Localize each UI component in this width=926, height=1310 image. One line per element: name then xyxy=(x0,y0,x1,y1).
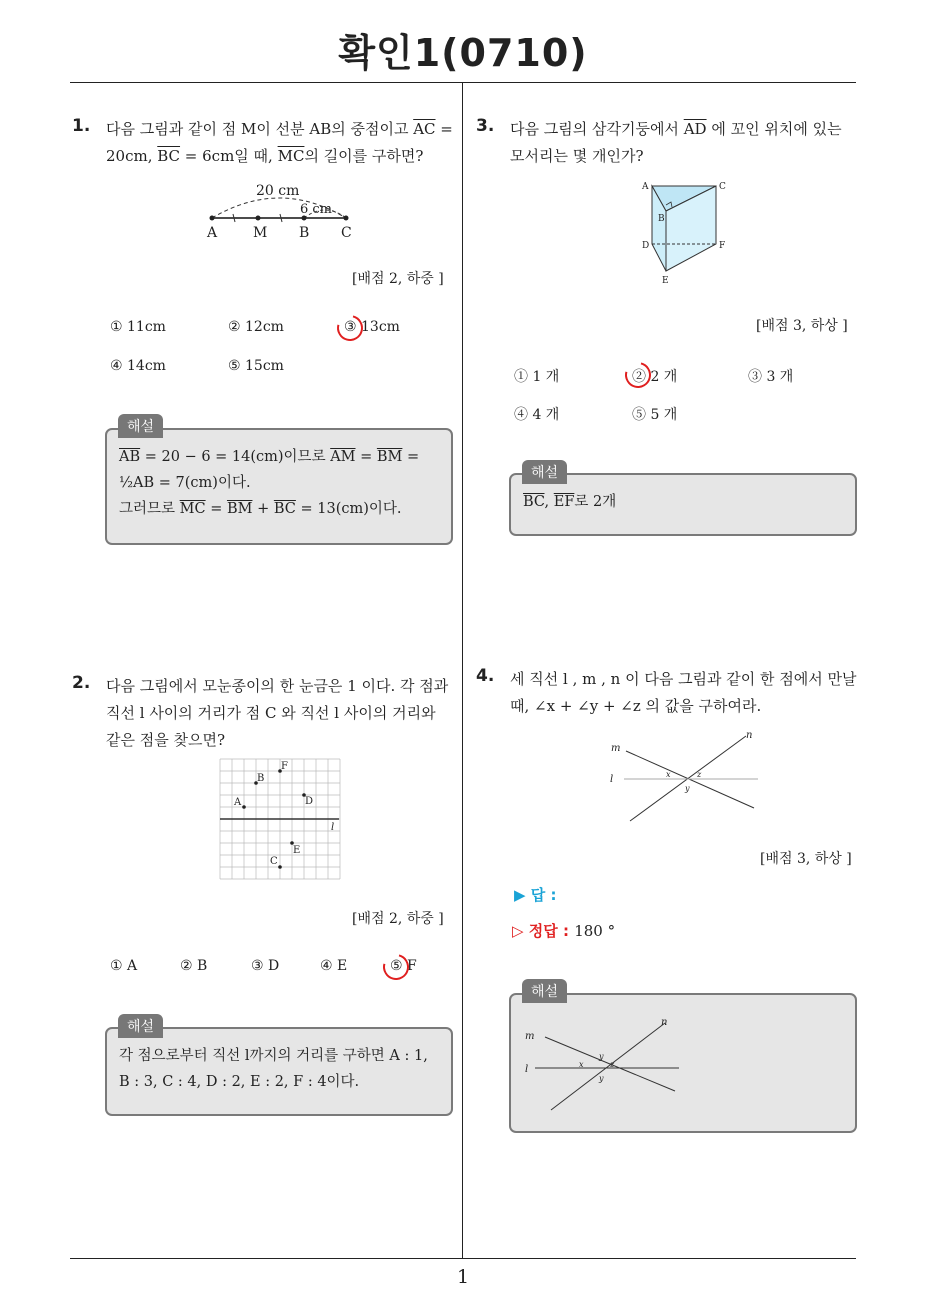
label-y-top: y xyxy=(599,1052,604,1061)
question-3-number: 3. xyxy=(476,116,495,136)
q2-choice-4[interactable]: ④ E xyxy=(320,958,348,974)
label-a: A xyxy=(234,797,242,808)
label-b: B xyxy=(299,225,310,241)
label-l: l xyxy=(331,822,335,833)
question-1-figure xyxy=(200,178,360,242)
question-1-explanation-label: 해설 xyxy=(118,414,163,438)
label-20cm: 20 cm xyxy=(256,183,300,199)
label-y: y xyxy=(685,784,690,793)
label-m: m xyxy=(611,743,621,754)
label-n: n xyxy=(661,1017,668,1028)
question-3-text: 다음 그림의 삼각기둥에서 $\overline{AD}$ 에 꼬인 위치에 있는 모서리는 몇 개인가? xyxy=(510,120,842,165)
q3-choice-5[interactable]: ⑤ 5 개 xyxy=(632,407,678,423)
q1-choice-3[interactable]: ③ 13cm xyxy=(344,319,400,335)
label-a: A xyxy=(207,225,218,241)
label-x: x xyxy=(666,770,671,779)
question-2-text: 다음 그림에서 모눈종이의 한 눈금은 1 이다. 각 점과 직선 l 사이의 거리가 점 C 와 직선 l 사이의 거리와 같은 점을 찾으면? xyxy=(106,677,449,749)
top-rule xyxy=(70,82,856,83)
q3-choice-4[interactable]: ④ 4 개 xyxy=(514,407,560,423)
question-2-explanation-label: 해설 xyxy=(118,1014,163,1038)
label-c: C xyxy=(270,856,278,867)
q1-answer-mark xyxy=(332,310,368,346)
label-f: F xyxy=(281,761,288,772)
label-y-bottom: y xyxy=(599,1074,604,1083)
question-4-explanation-label: 해설 xyxy=(522,979,567,1003)
explanation-lines-figure xyxy=(519,1015,689,1115)
q1-choice-2[interactable]: ② 12cm xyxy=(228,319,284,335)
question-2-number: 2. xyxy=(72,673,91,693)
label-m: m xyxy=(525,1031,535,1042)
q3-choice-3[interactable]: ③ 3 개 xyxy=(748,369,794,385)
question-4-explanation xyxy=(509,993,857,1133)
question-3-prism-figure xyxy=(636,176,736,288)
label-n: n xyxy=(746,730,753,741)
point-a xyxy=(210,216,215,221)
line-n xyxy=(551,1023,665,1110)
answer-input-label[interactable]: ▶ 답 : xyxy=(514,886,557,904)
question-1-explanation: $\overline{AB} = 20 - 6 = 14(cm)$이므로 $\overline{AM} = \overline{BM}$ = ½AB = 7(cm)이다. 그러므로 $\overline{MC} = \overline{BM} + \overline{BC} = 13(cm)$이다. xyxy=(105,428,453,545)
label-e: E xyxy=(662,276,669,286)
label-c: C xyxy=(341,225,352,241)
column-divider xyxy=(462,82,463,1258)
question-4-lines-figure xyxy=(604,728,764,826)
question-4-score: [배점 3, 하상 ] xyxy=(760,851,852,867)
q2-answer-mark xyxy=(378,949,414,985)
q2-choice-3[interactable]: ③ D xyxy=(251,958,280,974)
question-1-score: [배점 2, 하중 ] xyxy=(352,271,444,287)
point-m xyxy=(256,216,261,221)
q3-choice-1[interactable]: ① 1 개 xyxy=(514,369,560,385)
label-b: B xyxy=(658,214,665,224)
label-z: z xyxy=(610,1060,615,1069)
question-4-number: 4. xyxy=(476,666,495,686)
question-3-score: [배점 3, 하상 ] xyxy=(756,318,848,334)
question-1-text: 다음 그림과 같이 점 M이 선분 AB의 중점이고 $\overline{AC}$ = 20cm, $\overline{BC} = 6cm$일 때, $\overline{MC}$의 길이를 구하면? xyxy=(106,120,453,165)
question-4-text: 세 직선 l , m , n 이 다음 그림과 같이 한 점에서 만날 때, ∠x + ∠y + ∠z 의 값을 구하여라. xyxy=(510,670,857,715)
q3-choice-2[interactable]: ② 2 개 xyxy=(632,369,678,385)
q2-choice-1[interactable]: ① A xyxy=(110,958,138,974)
label-a: A xyxy=(642,182,649,192)
point-c xyxy=(278,865,282,869)
question-3-explanation: $\overline{BC}$, $\overline{EF}$로 2개 xyxy=(509,473,857,536)
q2-choice-5[interactable]: ⑤ F xyxy=(390,958,417,974)
correct-answer-value: 180 ° xyxy=(574,922,616,940)
label-d: D xyxy=(642,241,650,251)
label-d: D xyxy=(305,796,314,807)
label-6cm: 6 cm xyxy=(300,202,333,217)
point-c xyxy=(344,216,349,221)
label-l: l xyxy=(610,774,614,785)
bottom-rule xyxy=(70,1258,856,1259)
q1-choice-4[interactable]: ④ 14cm xyxy=(110,358,166,374)
question-2-score: [배점 2, 하중 ] xyxy=(352,911,444,927)
label-x: x xyxy=(579,1060,584,1069)
page-title: 확인1(0710) xyxy=(338,31,588,75)
q2-choice-2[interactable]: ② B xyxy=(180,958,208,974)
point-a xyxy=(242,805,246,809)
label-e: E xyxy=(293,845,301,856)
correct-answer-label: ▷ 정답 : xyxy=(512,922,569,940)
label-b: B xyxy=(257,773,265,784)
question-2-grid-figure xyxy=(215,758,345,882)
correct-answer xyxy=(512,920,615,941)
label-c: C xyxy=(719,182,726,192)
q1-choice-1[interactable]: ① 11cm xyxy=(110,319,166,335)
label-m: M xyxy=(253,225,268,241)
label-z: z xyxy=(697,770,702,779)
question-1-number: 1. xyxy=(72,116,91,136)
q3-answer-mark xyxy=(620,357,656,393)
question-3-explanation-label: 해설 xyxy=(522,460,567,484)
q1-choice-5[interactable]: ⑤ 15cm xyxy=(228,358,284,374)
label-f: F xyxy=(719,241,726,251)
question-2-explanation: 각 점으로부터 직선 l까지의 거리를 구하면 A : 1, B : 3, C : 4, D : 2, E : 2, F : 4이다. xyxy=(105,1027,453,1116)
label-l: l xyxy=(525,1064,529,1075)
page-number: 1 xyxy=(456,1266,470,1288)
